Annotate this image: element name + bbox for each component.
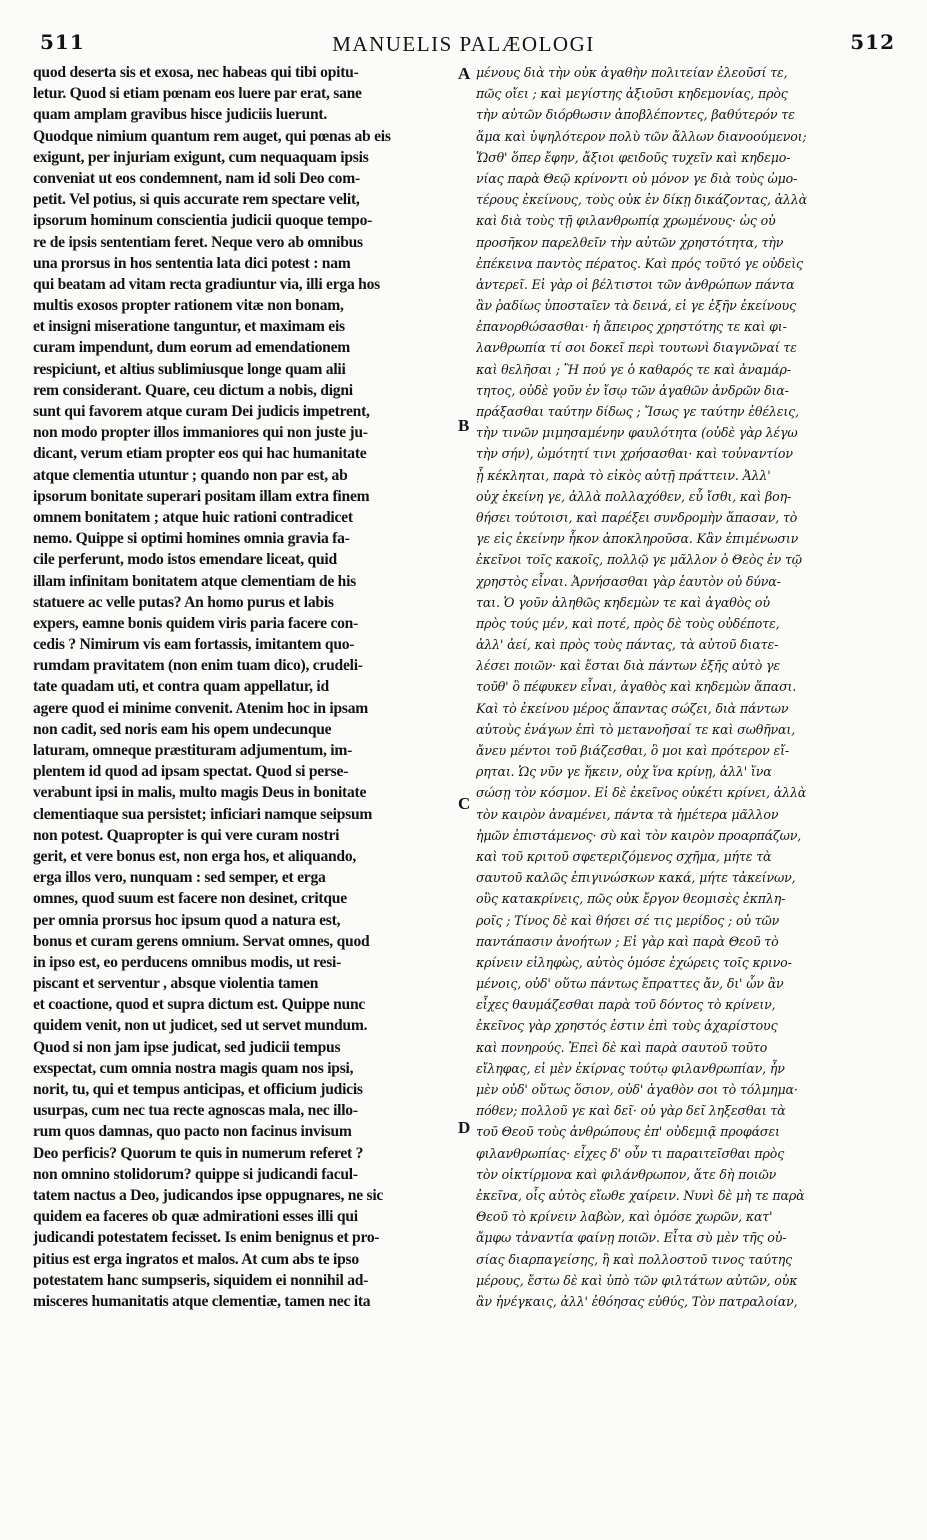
greek-text-line: ἐκεῖνα, οἷς αὐτὸς εἴωθε χαίρειν. Νυνὶ δὲ μὴ τε παρὰ: [476, 1187, 805, 1203]
latin-text-line: omnem bonitatem ; atque huic rationi contradicet: [33, 508, 353, 526]
greek-text-line: τοῦθ' ὃ πέφυκεν εἶναι, ἀγαθὸς καὶ κηδεμὼν ἅπασι.: [476, 679, 797, 695]
greek-text-line: μέρους, ἔστω δὲ καὶ ὑπὸ τῶν φιλτάτων αὐτῶν, οὐκ: [476, 1272, 798, 1288]
latin-text-line: bonus et curam gerens omnium. Servat omnes, quod: [33, 932, 370, 950]
running-title: MANUELIS PALÆOLOGI: [332, 32, 595, 56]
latin-text-line: non omnino stolidorum? quippe si judicandi facul-: [33, 1165, 358, 1183]
latin-text-line: non modo propter illos immaniores qui non juste ju-: [33, 424, 368, 442]
latin-text-line: judicandi potestatem fecisset. Is enim benignus et pro-: [33, 1229, 380, 1247]
latin-text-line: exigunt, per injuriam exigunt, cum nequaquam ipsis: [33, 148, 369, 166]
latin-column: [33, 62, 457, 1532]
greek-text-line: ἐκεῖνος γὰρ χρηστός ἐστιν ἐπὶ τοὺς ἀχαρίστους: [476, 1018, 778, 1034]
margin-marker-d: D: [458, 1118, 471, 1137]
latin-text-line: gerit, et vere bonus est, non erga hos, et aliquando,: [33, 847, 357, 865]
greek-column: [476, 62, 901, 1532]
latin-text-line: in ipso est, eo perducens omnibus modis, ut resi-: [33, 953, 342, 971]
latin-text-line: quidem venit, non ut judicet, sed ut servet mundum.: [33, 1017, 368, 1035]
latin-text-line: per omnia prorsus hoc ipsum quod a natura est,: [33, 911, 341, 929]
greek-text-line: κρίνειν εἰληφὼς, αὐτὸς ὁμόσε ἐχώρεις τοῖς κρινο-: [476, 954, 792, 970]
latin-text-line: illam infinitam bonitatem atque clementiam de his: [33, 572, 357, 590]
greek-text-line: ἀλλ' ἀεί, καὶ πρὸς τοὺς πάντας, τὰ αὐτοῦ διατε-: [476, 637, 779, 653]
margin-marker-c: C: [458, 794, 471, 813]
greek-text-line: μὲν οὐδ' οὕτως ὅσιον, οὐδ' ἀγαθὸν σοι τὸ τόλμημα·: [476, 1082, 798, 1097]
greek-text-line: καὶ διὰ τοὺς τῇ φιλανθρωπίᾳ χρωμένους· ὡς οὐ: [476, 213, 776, 229]
greek-text-line: ἡμῶν ἐπιστάμενος· σὺ καὶ τὸν καιρὸν προαρπάζων,: [476, 827, 802, 843]
greek-text-line: αὐτοὺς ἐνάγων ἐπὶ τὸ μετανοῆσαί τε καὶ σωθῆναι,: [476, 721, 796, 737]
right-page-number: 512: [850, 30, 895, 54]
latin-text-line: cile perferunt, modo istos emendare liceat, quid: [33, 551, 337, 569]
latin-text-line: quod deserta sis et exosa, nec habeas qui tibi opitu-: [33, 64, 359, 81]
greek-text-line: θήσει τούτοισι, καὶ παρέξει συνδρομὴν ἅπασαν, τὸ: [476, 509, 798, 525]
latin-text-line: petit. Vel potius, si quis accurate rem spectare velit,: [33, 191, 360, 209]
greek-text-line: σίας διαρπαγείσης, ἢ καὶ πολλοστοῦ τινος ταύτης: [476, 1251, 793, 1267]
greek-text-line: ἂν ῥαδίως ὑποσταῖεν τὰ δεινά, εἰ γε ἐξῆν ἐκείνους: [476, 298, 796, 314]
greek-text-line: ἀντερεῖ. Εἰ γὰρ οἱ βέλτιστοι τῶν ἀνθρώπων πάντα: [476, 276, 795, 292]
latin-text-line: conveniat ut eos condemnent, nam id soli Deo com-: [33, 169, 360, 187]
latin-text-line: letur. Quod si etiam pœnam eos luere par erat, sane: [33, 85, 362, 103]
greek-text-line: ται. Ὁ γοῦν ἀληθῶς κηδεμὼν τε καὶ ἀγαθὸς οὐ: [476, 594, 770, 610]
greek-text-line: τὸν οἰκτίρμονα καὶ φιλάνθρωπον, ἅτε δὴ ποιῶν: [476, 1166, 777, 1182]
greek-text-line: οὓς κατακρίνεις, πῶς οὐκ ἔργον θεομισὲς ἐκπλη-: [476, 891, 786, 907]
greek-text-line: πόθεν; πολλοῦ γε καὶ δεῖ· οὐ γὰρ δεῖ ληξεσθαι τὰ: [476, 1103, 786, 1119]
latin-text-line: statuere ac velle putas? An homo purus et labis: [33, 593, 334, 611]
latin-text-line: laturam, omneque præstituram adjumentum, im-: [33, 742, 353, 759]
latin-text-line: agere quod ei minime convenit. Atenim hoc in ipsam: [33, 699, 369, 717]
greek-text-line: Θεοῦ τὸ κρίνειν λαβὼν, καὶ ὁμόσε χωρῶν, κατ': [476, 1209, 773, 1225]
latin-text-line: dicant, verum etiam propter eos qui hac humanitate: [33, 445, 367, 463]
latin-text-line: ipsorum bonitate superari positam illam extra finem: [33, 487, 370, 505]
latin-text-line: Deo perficis? Quorum te quis in numerum referet ?: [33, 1144, 364, 1162]
latin-text-line: usurpas, cum nec tua recte agnoscas mala, nec illo-: [33, 1102, 358, 1120]
latin-text-line: non cadit, sed noris eam his opem undecunque: [33, 720, 332, 738]
greek-text-line: γε εἰς ἐκείνην ἧκον ἀποκληροῦσα. Κἂν ἐπιμένωσιν: [476, 531, 799, 547]
greek-text-line: καὶ πονηρούς. Ἐπεὶ δὲ καὶ παρὰ σαυτοῦ τοῦτο: [476, 1039, 768, 1055]
latin-text-line: quam amplam gravibus hisce judiciis luerunt.: [33, 106, 327, 124]
greek-text-line: ἅμα καὶ ὑψηλότερον πολὺ τῶν ἄλλων διανοούμενοι;: [476, 128, 807, 144]
greek-text-line: λανθρωπία τί σοι δοκεῖ περὶ τουτωνὶ διαγνῶναί τε: [476, 340, 797, 356]
latin-text-line: piscant et serventur , absque violentia tamen: [33, 975, 319, 993]
greek-text-line: τέρους ἐκείνους, τοὺς οὐκ ἐν δίκῃ δικάζοντας, ἀλλὰ: [476, 192, 807, 208]
greek-text-line: σώσῃ τὸν κόσμον. Εἰ δὲ ἐκεῖνος οὐκέτι κρίνει, ἀλλὰ: [476, 785, 807, 801]
margin-marker-a: A: [458, 64, 471, 83]
latin-text-line: pitius est erga ingratos et malos. At cum abs te ipso: [33, 1250, 359, 1268]
greek-text-line: καὶ τοῦ κριτοῦ σφετεριζόμενος σχῆμα, μήτε τὰ: [476, 848, 772, 864]
latin-text-line: Quod si non jam ipse judicat, sed judicii tempus: [33, 1038, 341, 1056]
greek-text-line: μένοις, οὐδ' οὕτω πάντως ἔπραττες ἄν, δι' ὧν ἂν: [476, 976, 784, 992]
margin-marker-b: B: [458, 416, 470, 435]
latin-text-line: quidem ea faceres ob quæ admirationi esses illi qui: [33, 1208, 358, 1226]
greek-text-line: τὴν αὐτῶν διόρθωσιν ἀποβλέποντες, βαθύτερόν τε: [476, 107, 795, 123]
latin-text-line: plentem id quod ad ipsam spectat. Quod si perse-: [33, 763, 349, 781]
latin-text-line: et coactione, quod et supra dictum est. Quippe nunc: [33, 996, 366, 1014]
greek-text-line: σαυτοῦ καλῶς ἐπιγινώσκων κακά, μήτε τἀκείνων,: [476, 870, 796, 886]
latin-text-line: multis exosos propter rationem vitæ non bonam,: [33, 297, 344, 315]
latin-text-line: rum quos damnas, quo pacto non facinus invisum: [33, 1123, 352, 1141]
latin-text-line: cedis ? Nimirum vis eam fortassis, imitantem quo-: [33, 636, 355, 654]
greek-text-line: ἐκεῖνοι τοῖς κακοῖς, πολλῷ γε μᾶλλον ὁ Θεὸς ἐν τῷ: [476, 552, 802, 568]
greek-text-line: ρηται. Ὡς νῦν γε ἥκειν, οὐχ ἵνα κρίνῃ, ἀλλ' ἵνα: [476, 764, 772, 780]
greek-text-line: παντάπασιν ἀνοήτων ; Εἰ γὰρ καὶ παρὰ Θεοῦ τὸ: [476, 933, 779, 949]
latin-text-line: verabunt ipsi in malis, multo magis Deus in bonitate: [33, 784, 367, 802]
greek-text-line: ἄνευ μέντοι τοῦ βιάζεσθαι, ὃ μοι καὶ πρότερον εἴ-: [476, 743, 790, 758]
greek-text-line: ροῖς ; Τίνος δὲ καὶ θήσει σέ τις μερίδος ; οὐ τῶν: [476, 912, 780, 928]
greek-text-line: Ὥσθ' ὅπερ ἔφην, ἄξιοι φειδοῦς τυχεῖν καὶ κηδεμο-: [476, 149, 791, 165]
latin-text-line: erga illos vero, nunquam : sed semper, et erga: [33, 869, 326, 887]
greek-text-line: πράξασθαι ταύτην δίδως ; Ἴσως γε ταύτην ἐθέλεις,: [476, 404, 799, 419]
left-page-number: 511: [40, 30, 85, 54]
greek-text-line: οὐχ ἐκείνη γε, ἀλλὰ πολλαχόθεν, εὖ ἴσθι, καὶ βοη-: [476, 488, 792, 504]
greek-text-line: ἐπανορθώσασθαι· ἡ ἄπειρος χρηστότης τε καὶ φι-: [476, 319, 787, 335]
latin-text-line: rem considerant. Quare, ceu dictum a nobis, digni: [33, 381, 353, 399]
greek-text-line: πρὸς τούς μέν, καὶ ποτέ, πρὸς δὲ τοὺς οὐδέποτε,: [476, 615, 780, 631]
greek-text-line: καὶ θελῆσαι ; Ἢ πού γε ὁ καθαρός τε καὶ ἀναμάρ-: [476, 361, 791, 377]
greek-text-line: τοῦ Θεοῦ τοὺς ἀνθρώπους ἐπ' οὐδεμιᾷ προφάσει: [476, 1124, 780, 1140]
greek-text-line: νίας παρὰ Θεῷ κρίνοντι οὐ μόνον γε διὰ τοὺς ὠμο-: [476, 170, 798, 186]
page-header: [0, 18, 927, 62]
latin-text-line: atque clementia utuntur ; quando non par est, ab: [33, 466, 348, 484]
latin-text-line: nemo. Quippe si optimi homines omnia gravia fa-: [33, 530, 350, 548]
greek-text-line: φιλανθρωπίας· εἶχες δ' οὖν τι παραιτεῖσθαι πρὸς: [476, 1145, 785, 1161]
latin-text-line: una prorsus in hos sententia lata dici potest : nam: [33, 254, 351, 272]
latin-text-line: re de ipsis sententiam feret. Neque vero ab omnibus: [33, 233, 363, 251]
greek-text-line: λέσει ποιῶν· καὶ ἔσται διὰ πάντων ἐξῆς αὐτὸ γε: [476, 658, 780, 674]
greek-text-line: τὸν καιρὸν ἀναμένει, πάντα τὰ ἡμέτερα μᾶλλον: [476, 806, 779, 822]
greek-text-line: πῶς οἴει ; καὶ μεγίστης ἀξιοῦσι κηδεμονίας, πρὸς: [476, 86, 788, 102]
greek-text-line: ἂν ἠνέγκαις, ἀλλ' ἐθόησας εὐθύς, Τὸν πατραλοίαν,: [476, 1293, 798, 1309]
latin-text-line: expers, eamne bonis quidem viris paria facere con-: [33, 614, 359, 632]
latin-text-line: qui beatam ad vitam recta gradiuntur via, illi erga hos: [33, 275, 380, 293]
latin-text-line: norit, tu, qui et tempus anticipas, et officium judicis: [33, 1081, 363, 1098]
greek-text-line: μένους διὰ τὴν οὐκ ἀγαθὴν πολιτείαν ἐλεοῦσί τε,: [476, 65, 788, 80]
greek-text-line: Καὶ τὸ ἐκείνου μέρος ἅπαντας σώζει, διὰ πάντων: [476, 700, 789, 716]
latin-text-line: et insigni miseratione tanguntur, et maximam eis: [33, 318, 345, 336]
latin-text-line: potestatem hanc sumpseris, siquidem ei nonnihil ad-: [33, 1271, 369, 1289]
latin-text-line: clementiaque sua persistet; inficiari namque seipsum: [33, 805, 373, 823]
greek-text-line: εἴληφας, εἰ μὲν ἐκίρνας τούτῳ φιλανθρωπίαν, ἦν: [476, 1060, 785, 1076]
greek-text-line: τὴν σήν), ὠμότητί τινι χρήσασθαι· καὶ τοὐναντίον: [476, 446, 793, 462]
greek-text-line: τὴν τινῶν μιμησαμένην φαυλότητα (οὐδὲ γὰρ λέγω: [476, 425, 798, 441]
latin-text-line: Quodque nimium quantum rem auget, qui pœnas ab eis: [33, 127, 391, 145]
latin-text-line: sunt qui favorem atque curam Dei judicis impetrent,: [33, 403, 370, 420]
latin-text-line: exspectat, cum omnia nostra magis quam nos ipsi,: [33, 1059, 354, 1077]
greek-text-line: ἐπέκεινα παντὸς πέρατος. Καὶ πρός τοῦτό γε οὐδεὶς: [476, 255, 803, 271]
greek-text-line: προσῆκον παρελθεῖν τὴν αὐτῶν χρηστότητα, τὴν: [476, 234, 784, 250]
latin-text-line: tate quadam uti, et contra quam appellatur, id: [33, 678, 329, 696]
latin-text-line: respiciunt, et altius sublimiusque longe quam alii: [33, 360, 346, 378]
latin-text-line: curam impendunt, dum eorum ad emendationem: [33, 339, 350, 357]
greek-text-line: χρηστὸς εἶναι. Ἀρνήσασθαι γὰρ ἑαυτὸν οὐ δύνα-: [476, 573, 781, 589]
latin-text-line: non potest. Quapropter is qui vere curam nostri: [33, 826, 340, 844]
greek-text-line: ἄμφω τἀναντία φαίνῃ ποιῶν. Εἶτα σὺ μὲν τῆς οὐ-: [476, 1230, 787, 1246]
latin-text-line: omnes, quod suum est facere non desinet, critque: [33, 890, 347, 908]
latin-text-line: rumdam pravitatem (non enim tuam dico), crudeli-: [33, 657, 363, 675]
greek-text-line: ᾗ κέκληται, παρὰ τὸ εἰκὸς αὐτῇ πράττειν. Ἀλλ': [476, 467, 771, 483]
latin-text-line: ipsorum hominum conscientia judicii quoque tempo-: [33, 212, 373, 230]
latin-text-line: tatem nactus a Deo, judicandos ipse oppugnares, ne sic: [33, 1186, 384, 1204]
greek-text-line: τητος, οὐδὲ γοῦν ἐν ἴσῳ τῶν ἀγαθῶν ἀνδρῶν δια-: [476, 382, 789, 398]
latin-text-line: misceres humanitatis atque clementiæ, tamen nec ita: [33, 1292, 371, 1310]
greek-text-line: εἶχες θαυμάζεσθαι παρὰ τοῦ δόντος τὸ κρίνειν,: [476, 997, 776, 1013]
